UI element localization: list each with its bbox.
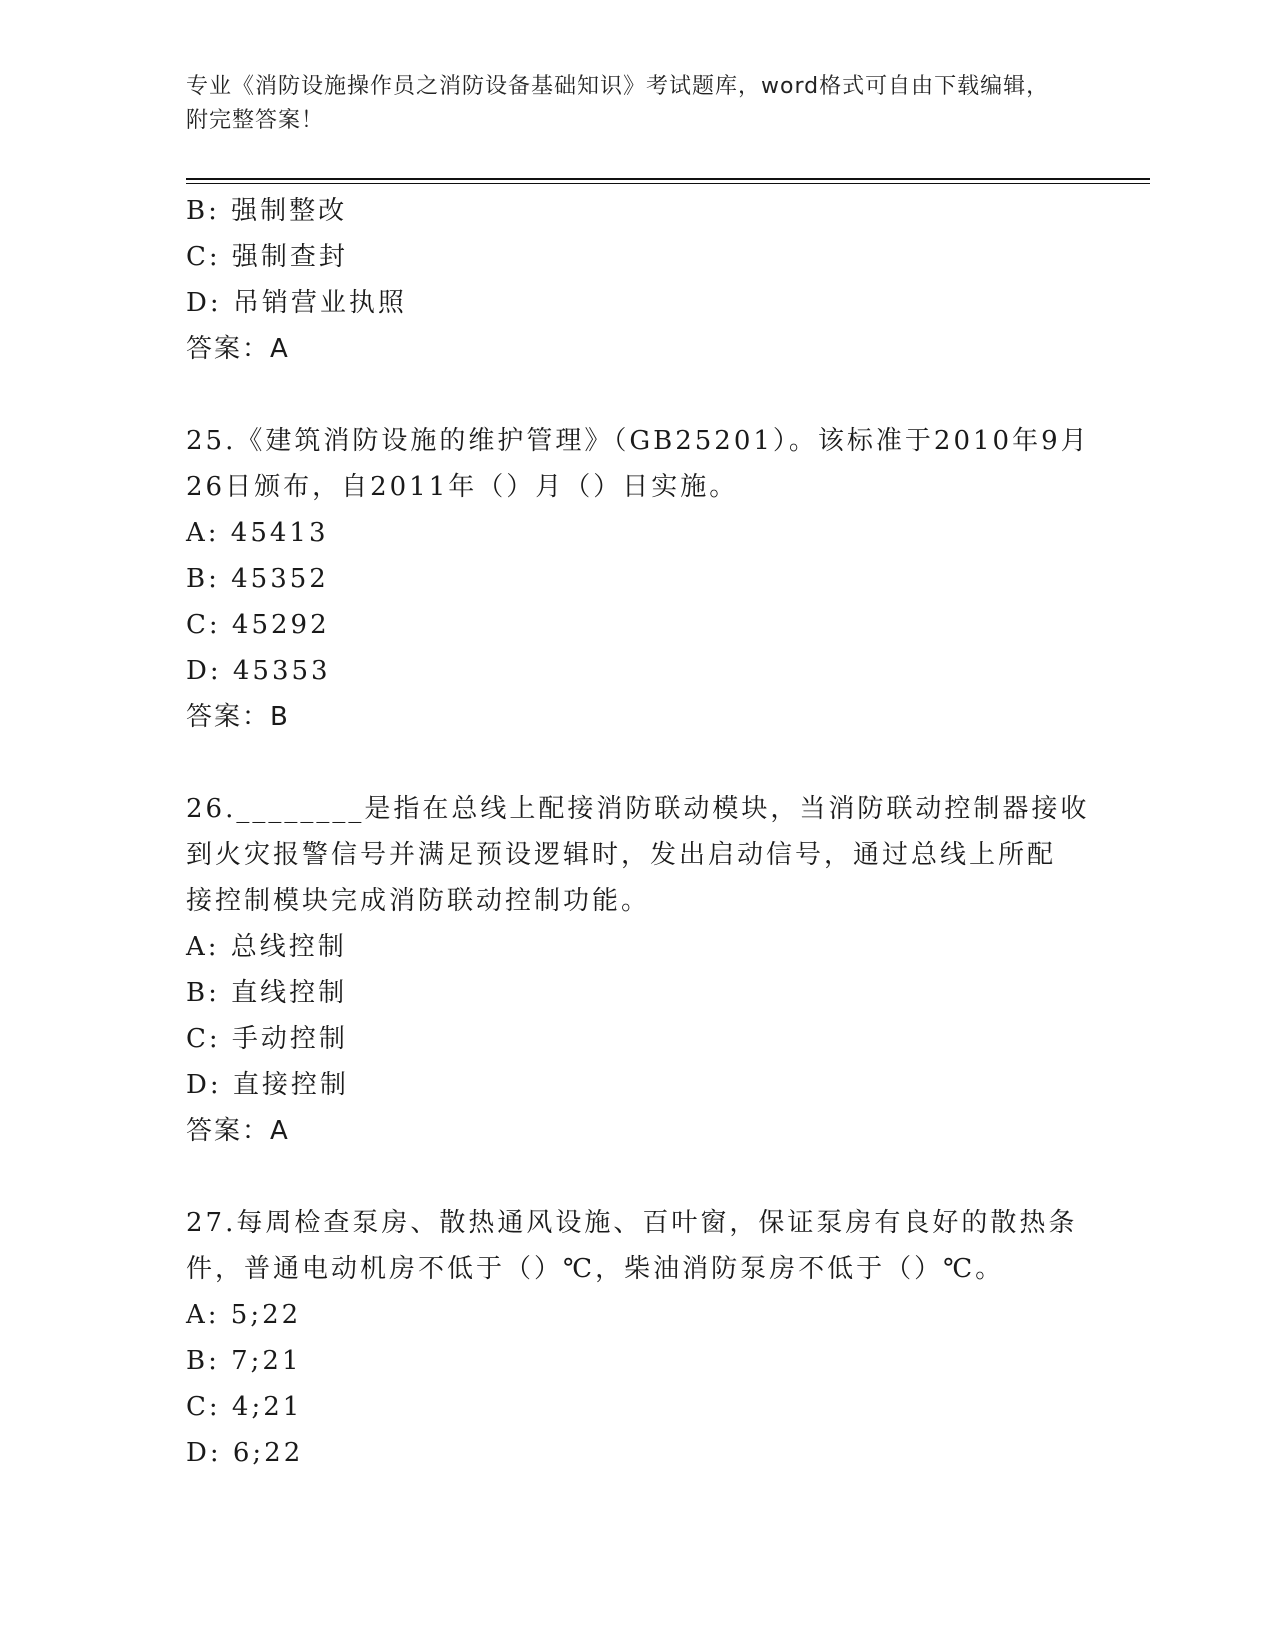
option-d: D: 45353 <box>186 656 331 686</box>
spacer <box>186 740 1066 786</box>
answer-line: 答案：A <box>186 334 290 364</box>
answer-line: 答案：A <box>186 1116 290 1146</box>
question-27 <box>186 1200 1078 1476</box>
answer-line: 答案：B <box>186 702 290 732</box>
header-divider-thick <box>186 178 1150 180</box>
option-c: C: 强制查封 <box>186 242 348 272</box>
question-25 <box>186 418 1090 740</box>
option-d: D: 6;22 <box>186 1438 304 1468</box>
option-c: C: 45292 <box>186 610 330 640</box>
option-b: B: 直线控制 <box>186 978 348 1008</box>
question-text-line: 到火灾报警信号并满足预设逻辑时，发出启动信号，通过总线上所配 <box>186 840 1057 870</box>
question-text-line: 接控制模块完成消防联动控制功能。 <box>186 886 651 916</box>
option-b: B: 7;21 <box>186 1346 302 1376</box>
question-text-line: 件，普通电动机房不低于（）℃，柴油消防泵房不低于（）℃。 <box>186 1254 1005 1284</box>
page-header: 专业《消防设施操作员之消防设备基础知识》考试题库，word格式可自由下载编辑，附完整答案！ <box>186 74 1050 133</box>
question-content <box>186 188 1090 1476</box>
question-text-line: 26.________是指在总线上配接消防联动模块，当消防联动控制器接收 <box>186 794 1090 824</box>
option-c: C: 4;21 <box>186 1392 303 1422</box>
option-a: A: 总线控制 <box>186 932 347 962</box>
question-text-line: 25.《建筑消防设施的维护管理》（GB25201）。该标准于2010年9月 <box>186 426 1090 456</box>
option-d: D: 直接控制 <box>186 1070 349 1100</box>
option-c: C: 手动控制 <box>186 1024 348 1054</box>
option-d: D: 吊销营业执照 <box>186 288 407 318</box>
header-divider-thin <box>186 183 1150 184</box>
option-a: A: 45413 <box>186 518 329 548</box>
question-text-line: 27.每周检查泵房、散热通风设施、百叶窗，保证泵房有良好的散热条 <box>186 1208 1078 1238</box>
option-b: B: 强制整改 <box>186 196 348 226</box>
spacer <box>186 372 1066 418</box>
question-26 <box>186 786 1090 1154</box>
option-a: A: 5;22 <box>186 1300 302 1330</box>
question-text-line: 26日颁布，自2011年（）月（）日实施。 <box>186 472 739 502</box>
option-b: B: 45352 <box>186 564 329 594</box>
spacer <box>186 1154 1066 1200</box>
prev-question-block <box>186 188 1066 372</box>
